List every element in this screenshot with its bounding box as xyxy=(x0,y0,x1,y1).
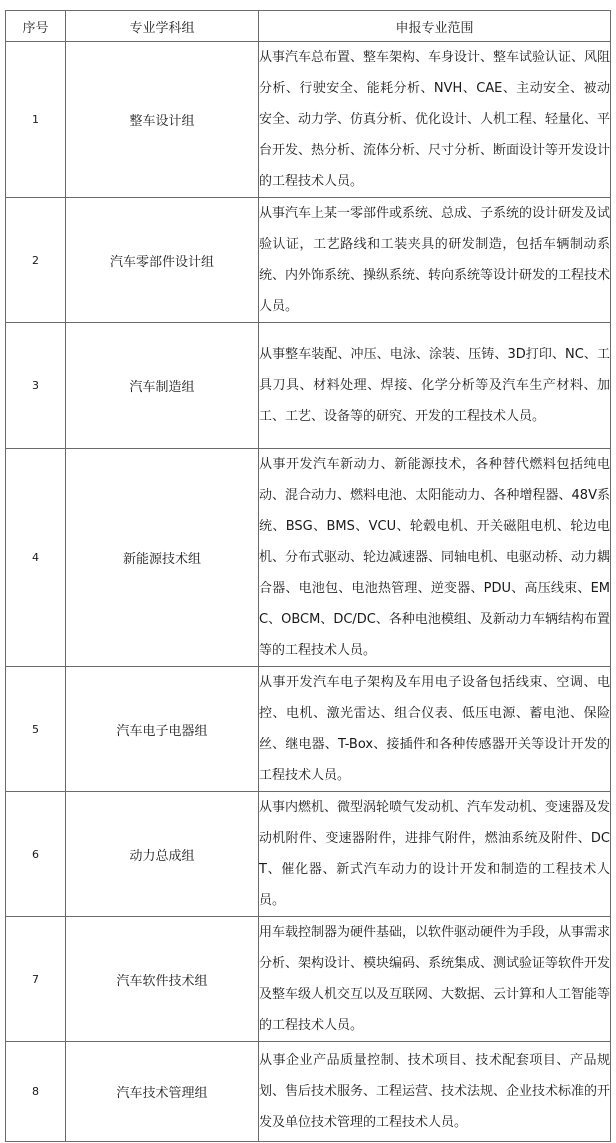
table-header xyxy=(6,11,611,42)
header-scope: 申报专业范围 xyxy=(259,11,611,42)
row-scope: 从事汽车总布置、整车架构、车身设计、整车试验认证、风阻分析、行驶安全、能耗分析、NVH、CAE、主动安全、被动安全、动力学、仿真分析、优化设计、人机工程、轻量化、平台开发、热分析、流体分析、尺寸分析、断面设计等开发设计的工程技术人员。 xyxy=(259,42,611,198)
table-row xyxy=(6,792,611,917)
header-no: 序号 xyxy=(6,11,66,42)
row-number: 2 xyxy=(6,198,66,323)
table-row xyxy=(6,917,611,1042)
row-group: 汽车电子电器组 xyxy=(66,667,259,792)
row-scope: 用车载控制器为硬件基础，以软件驱动硬件为手段，从事需求分析、架构设计、模块编码、系统集成、测试验证等软件开发及整车级人机交互以及互联网、大数据、云计算和人工智能等的工程技术人员。 xyxy=(259,917,611,1042)
header-group: 专业学科组 xyxy=(66,11,259,42)
table-row xyxy=(6,323,611,449)
row-group: 汽车软件技术组 xyxy=(66,917,259,1042)
row-number: 7 xyxy=(6,917,66,1042)
row-scope: 从事开发汽车电子架构及车用电子设备包括线束、空调、电控、电机、激光雷达、组合仪表、低压电源、蓄电池、保险丝、继电器、T-Box、接插件和各种传感器开关等设计开发的工程技术人员。 xyxy=(259,667,611,792)
table-row xyxy=(6,1042,611,1142)
row-number: 3 xyxy=(6,323,66,449)
row-scope: 从事内燃机、微型涡轮喷气发动机、汽车发动机、变速器及发动机附件、变速器附件，进排气附件，燃油系统及附件、DCT、催化器、新式汽车动力的设计开发和制造的工程技术人员。 xyxy=(259,792,611,917)
row-group: 汽车制造组 xyxy=(66,323,259,449)
row-scope: 从事整车装配、冲压、电泳、涂装、压铸、3D打印、NC、工具刀具、材料处理、焊接、化学分析等及汽车生产材料、加工、工艺、设备等的研究、开发的工程技术人员。 xyxy=(259,323,611,449)
row-number: 5 xyxy=(6,667,66,792)
row-number: 8 xyxy=(6,1042,66,1142)
table-body xyxy=(6,42,611,1142)
row-group: 汽车零部件设计组 xyxy=(66,198,259,323)
row-number: 6 xyxy=(6,792,66,917)
table-row xyxy=(6,667,611,792)
row-group: 整车设计组 xyxy=(66,42,259,198)
row-scope: 从事开发汽车新动力、新能源技术，各种替代燃料包括纯电动、混合动力、燃料电池、太阳能动力、各种增程器、48V系统、BSG、BMS、VCU、轮毂电机、开关磁阻电机、轮边电机、分布式驱动、轮边减速器、同轴电机、电驱动桥、动力耦合器、电池包、电池热管理、逆变器、PDU、高压线束、EMC、OBCM、DC/DC、各种电池模组、及新动力车辆结构布置等的工程技术人员。 xyxy=(259,449,611,667)
row-group: 汽车技术管理组 xyxy=(66,1042,259,1142)
table-row xyxy=(6,198,611,323)
row-group: 动力总成组 xyxy=(66,792,259,917)
header-row xyxy=(6,11,611,42)
row-number: 1 xyxy=(6,42,66,198)
row-number: 4 xyxy=(6,449,66,667)
row-group: 新能源技术组 xyxy=(66,449,259,667)
table-row xyxy=(6,42,611,198)
specialty-table xyxy=(5,10,611,1142)
row-scope: 从事企业产品质量控制、技术项目、技术配套项目、产品规划、售后技术服务、工程运营、技术法规、企业技术标准的开发及单位技术管理的工程技术人员。 xyxy=(259,1042,611,1142)
row-scope: 从事汽车上某一零部件或系统、总成、子系统的设计研发及试验认证，工艺路线和工装夹具的研发制造，包括车辆制动系统、内外饰系统、操纵系统、转向系统等设计研发的工程技术人员。 xyxy=(259,198,611,323)
table-row xyxy=(6,449,611,667)
